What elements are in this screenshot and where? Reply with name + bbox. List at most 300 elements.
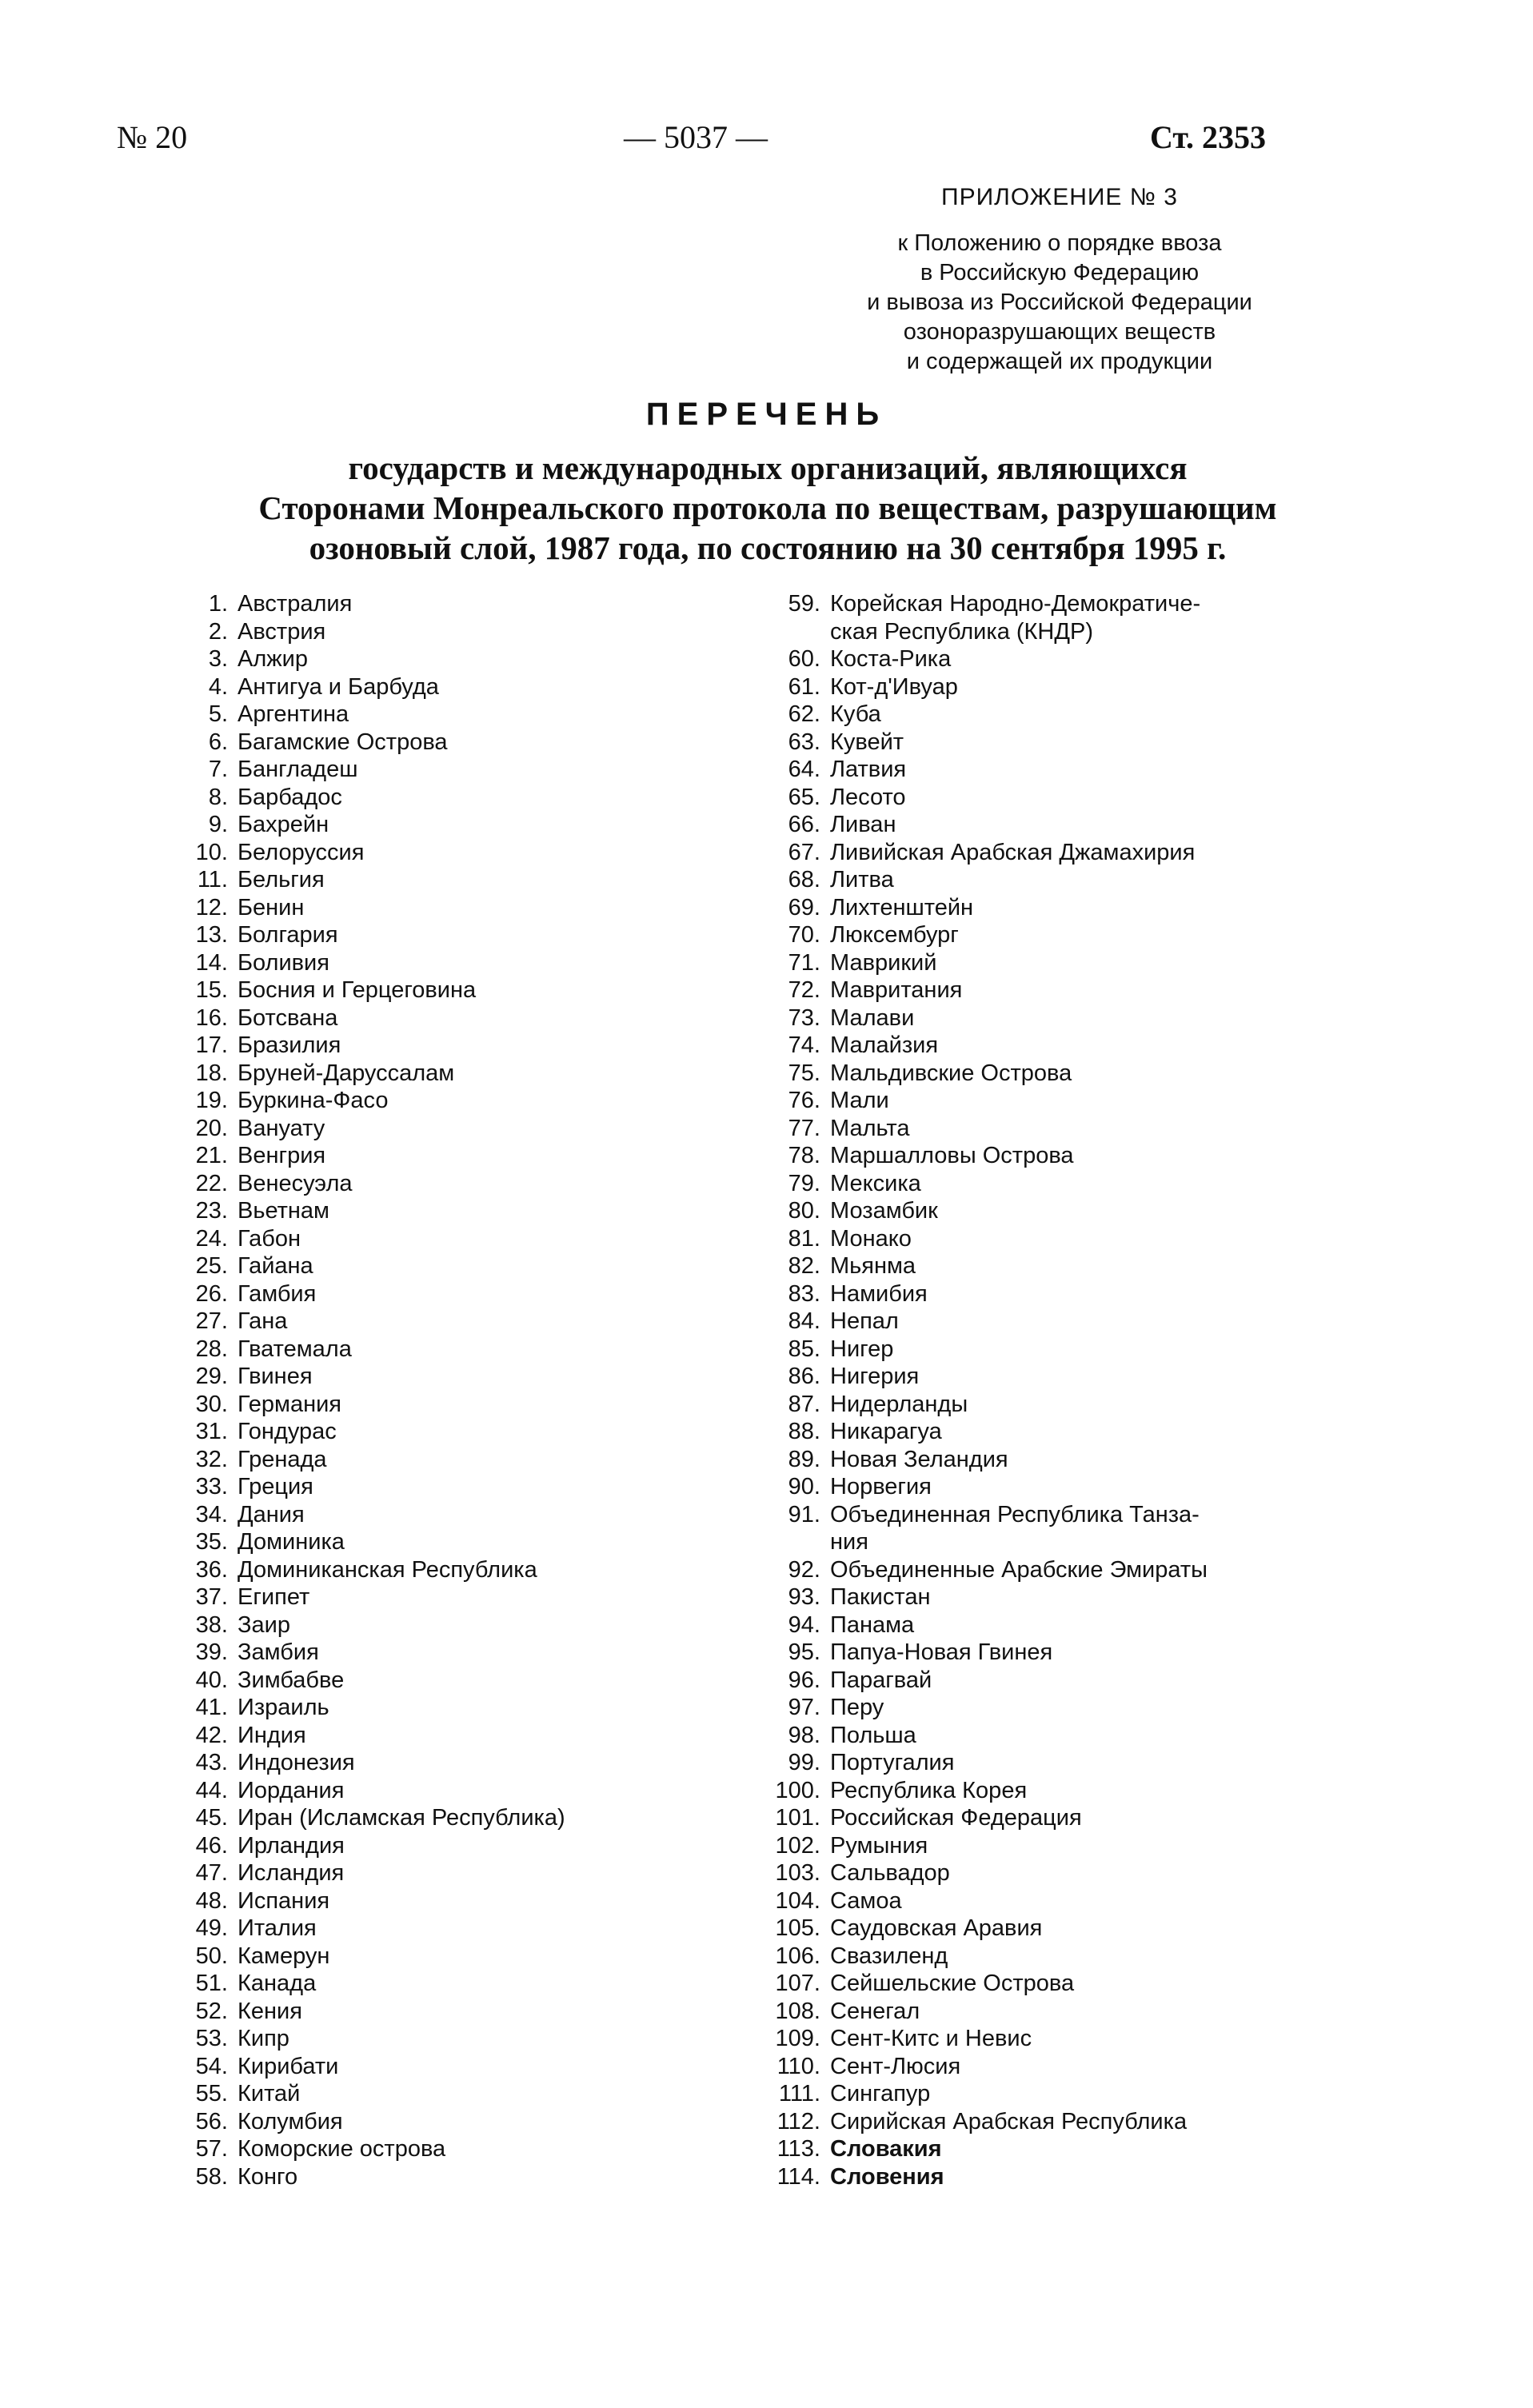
list-item	[744, 1087, 1359, 1115]
list-item	[744, 921, 1359, 949]
item-name: Камерун	[238, 1943, 330, 1969]
list-item	[164, 1418, 756, 1446]
item-name: Корейская Народно-Демократиче-	[830, 591, 1201, 617]
item-name: Мальта	[830, 1115, 910, 1141]
item-name: Никарагуа	[830, 1419, 942, 1444]
item-number: 83.	[788, 1280, 820, 1307]
list-item	[164, 1777, 756, 1805]
list-item	[744, 756, 1359, 784]
item-name: Малайзия	[830, 1032, 939, 1058]
item-number: 35.	[195, 1529, 228, 1555]
item-number: 63.	[788, 729, 820, 755]
item-number: 47.	[195, 1860, 228, 1886]
item-number: 64.	[788, 757, 820, 782]
item-number: 90.	[788, 1474, 820, 1500]
item-number: 109.	[775, 2026, 820, 2051]
item-name: Мали	[830, 1088, 889, 1113]
item-name: Сейшельские Острова	[830, 1971, 1075, 1996]
item-number: 38.	[195, 1611, 228, 1638]
item-number: 87.	[788, 1391, 820, 1417]
list-item	[164, 756, 756, 784]
item-name: Сирийская Арабская Республика	[830, 2108, 1188, 2134]
item-name: Литва	[830, 867, 894, 893]
item-name: Мальдивские Острова	[830, 1060, 1072, 1086]
item-number: 8.	[208, 784, 228, 810]
item-number: 94.	[788, 1611, 820, 1638]
list-item	[164, 1115, 756, 1143]
item-number: 9.	[208, 812, 228, 837]
list-item	[164, 1004, 756, 1032]
item-name: Самоа	[830, 1887, 902, 1914]
item-number: 55.	[195, 2081, 228, 2107]
list-item	[744, 1501, 1359, 1529]
item-number: 102.	[775, 1832, 820, 1859]
item-number: 97.	[788, 1695, 820, 1720]
list-item	[164, 1583, 756, 1611]
list-item	[744, 1391, 1359, 1419]
list-item	[164, 1694, 756, 1722]
list-item	[164, 2025, 756, 2053]
item-number: 58.	[195, 2163, 228, 2190]
list-item	[164, 2053, 756, 2081]
list-item	[164, 673, 756, 701]
list-item-continuation	[744, 618, 1359, 646]
item-number: 78.	[788, 1143, 820, 1168]
list-item	[164, 1611, 756, 1639]
item-number: 99.	[788, 1750, 820, 1775]
item-name: Сенегал	[830, 1998, 920, 2024]
list-item	[744, 1252, 1359, 1280]
item-name: Иран (Исламская Республика)	[238, 1805, 565, 1831]
list-item	[164, 1060, 756, 1088]
list-item	[164, 1749, 756, 1777]
item-name: Кувейт	[830, 729, 904, 755]
item-name: Австралия	[238, 591, 353, 617]
item-number: 10.	[195, 839, 228, 865]
list-item	[164, 921, 756, 949]
item-name: Российская Федерация	[830, 1805, 1082, 1831]
item-number: 53.	[195, 2026, 228, 2051]
item-name: Португалия	[830, 1750, 955, 1775]
item-name: Багамские Острова	[238, 729, 448, 755]
item-name: Мьянма	[830, 1253, 916, 1279]
list-item	[164, 701, 756, 729]
item-number: 45.	[195, 1805, 228, 1831]
item-name: Объединенная Республика Танза-	[830, 1501, 1200, 1527]
list-item	[744, 1887, 1359, 1915]
item-name: Бельгия	[238, 867, 325, 893]
item-number: 34.	[195, 1501, 228, 1527]
list-item	[744, 949, 1359, 977]
list-item	[164, 2135, 756, 2163]
item-number: 96.	[788, 1667, 820, 1693]
item-name: Ирландия	[238, 1832, 345, 1859]
item-name: Малави	[830, 1004, 915, 1031]
item-number: 110.	[776, 2053, 820, 2079]
item-number: 75.	[788, 1060, 820, 1086]
list-item	[744, 590, 1359, 618]
item-name: Коморские острова	[238, 2136, 446, 2162]
subtitle-line: озоновый слой, 1987 года, по состоянию на 30 сентября 1995 г.	[309, 529, 1227, 566]
list-item	[164, 1722, 756, 1750]
list-item-continuation	[744, 1528, 1359, 1556]
appendix-block	[816, 184, 1303, 377]
item-number: 91.	[788, 1501, 820, 1527]
appendix-line: в Российскую Федерацию	[920, 260, 1200, 286]
item-name: Пакистан	[830, 1584, 931, 1610]
item-name: Зимбабве	[238, 1667, 345, 1693]
item-number: 48.	[195, 1887, 228, 1914]
item-number: 81.	[788, 1225, 820, 1252]
item-number: 37.	[195, 1584, 228, 1610]
item-number: 61.	[788, 673, 820, 700]
subtitle-line: Сторонами Монреальского протокола по веществам, разрушающим	[258, 489, 1277, 526]
item-number: 76.	[788, 1088, 820, 1113]
list-item	[744, 1915, 1359, 1943]
item-number: 18.	[195, 1060, 228, 1086]
item-name: Канада	[238, 1971, 317, 1996]
item-number: 66.	[788, 812, 820, 837]
item-number: 21.	[195, 1143, 228, 1168]
list-item	[744, 894, 1359, 922]
item-number: 16.	[195, 1004, 228, 1031]
item-name: Маршалловы Острова	[830, 1143, 1074, 1168]
item-name: Габон	[238, 1225, 301, 1252]
item-number: 113.	[776, 2136, 820, 2162]
list-item	[164, 729, 756, 757]
item-name: Аргентина	[238, 701, 349, 727]
list-item	[164, 1197, 756, 1225]
item-number: 5.	[208, 701, 228, 727]
item-number: 4.	[208, 673, 228, 700]
item-name: Коста-Рика	[830, 646, 952, 672]
list-item	[164, 1446, 756, 1474]
item-number: 82.	[788, 1253, 820, 1279]
item-name: Испания	[238, 1887, 330, 1914]
item-name: Вануату	[238, 1115, 325, 1141]
list-item	[164, 1252, 756, 1280]
list-item	[164, 1915, 756, 1943]
item-number: 57.	[195, 2136, 228, 2162]
item-number: 73.	[788, 1004, 820, 1031]
item-name: Исландия	[238, 1860, 345, 1886]
list-item	[744, 2108, 1359, 2136]
list-item	[164, 1225, 756, 1253]
item-name: Словакия	[830, 2136, 942, 2162]
list-item	[744, 1308, 1359, 1336]
item-number: 67.	[788, 839, 820, 865]
item-number: 29.	[195, 1364, 228, 1389]
item-number: 114.	[776, 2163, 820, 2190]
item-name: Непал	[830, 1308, 899, 1334]
item-number: 7.	[208, 757, 228, 782]
appendix-line: озоноразрушающих веществ	[903, 319, 1216, 345]
item-number: 86.	[788, 1364, 820, 1389]
list-item	[744, 976, 1359, 1004]
item-name: Заир	[238, 1611, 290, 1638]
item-name: Болгария	[238, 922, 338, 948]
item-number: 20.	[195, 1115, 228, 1141]
page-number: — 5037 —	[624, 119, 768, 155]
item-name: Австрия	[238, 618, 326, 645]
list-item	[164, 1501, 756, 1529]
list-item	[744, 1667, 1359, 1695]
list-left-column	[164, 590, 756, 2190]
appendix-line: к Положению о порядке ввоза	[897, 230, 1222, 256]
item-name: Словения	[830, 2163, 944, 2190]
item-name: Кения	[238, 1998, 302, 2024]
item-name: Польша	[830, 1722, 916, 1748]
item-number: 1.	[208, 591, 228, 617]
item-name: Лихтенштейн	[830, 894, 974, 920]
list-item	[744, 1363, 1359, 1391]
item-number: 60.	[788, 646, 820, 672]
item-name: Индия	[238, 1722, 306, 1748]
item-number: 68.	[788, 867, 820, 893]
list-item	[744, 2163, 1359, 2191]
list-item	[744, 1142, 1359, 1170]
item-name: Латвия	[830, 757, 907, 782]
item-number: 46.	[195, 1832, 228, 1859]
item-number: 13.	[195, 922, 228, 948]
item-name: Барбадос	[238, 784, 342, 810]
item-name: Парагвай	[830, 1667, 932, 1693]
item-number: 44.	[195, 1777, 228, 1803]
item-name: Маврикий	[830, 949, 937, 976]
item-name: Венгрия	[238, 1143, 326, 1168]
list-item	[744, 2025, 1359, 2053]
list-item	[744, 1197, 1359, 1225]
list-item	[164, 949, 756, 977]
item-number: 22.	[195, 1170, 228, 1196]
item-number: 2.	[208, 618, 228, 645]
list-item	[164, 1280, 756, 1308]
item-name: Вьетнам	[238, 1198, 329, 1224]
item-name: Бенин	[238, 894, 305, 920]
item-name-continuation: ская Республика (КНДР)	[830, 618, 1094, 645]
item-name: Республика Корея	[830, 1777, 1028, 1803]
list-item	[744, 1418, 1359, 1446]
item-name: Венесуэла	[238, 1170, 353, 1196]
item-number: 84.	[788, 1308, 820, 1334]
list-item	[744, 673, 1359, 701]
list-item	[744, 1004, 1359, 1032]
item-number: 88.	[788, 1419, 820, 1444]
list-item	[164, 1308, 756, 1336]
item-name: Саудовская Аравия	[830, 1915, 1043, 1941]
list-item	[744, 1225, 1359, 1253]
item-number: 79.	[788, 1170, 820, 1196]
item-number: 107.	[775, 1971, 820, 1996]
list-item	[744, 645, 1359, 673]
list-item	[744, 1832, 1359, 1860]
item-name: Гвинея	[238, 1364, 313, 1389]
item-name: Алжир	[238, 646, 308, 672]
item-number: 51.	[195, 1971, 228, 1996]
item-number: 77.	[788, 1115, 820, 1141]
list-item	[744, 701, 1359, 729]
item-number: 54.	[195, 2053, 228, 2079]
item-name: Объединенные Арабские Эмираты	[830, 1556, 1208, 1583]
item-name: Кипр	[238, 2026, 289, 2051]
item-name: Лесото	[830, 784, 906, 810]
item-name: Нигерия	[830, 1364, 920, 1389]
item-name: Колумбия	[238, 2108, 343, 2134]
item-number: 42.	[195, 1722, 228, 1748]
item-number: 49.	[195, 1915, 228, 1941]
item-number: 70.	[788, 922, 820, 948]
item-name: Сент-Люсия	[830, 2053, 961, 2079]
item-number: 108.	[775, 1998, 820, 2024]
item-name: Китай	[238, 2081, 301, 2107]
item-number: 69.	[788, 894, 820, 920]
item-name: Румыния	[830, 1832, 928, 1859]
item-number: 27.	[195, 1308, 228, 1334]
item-number: 40.	[195, 1667, 228, 1693]
item-number: 14.	[195, 949, 228, 976]
item-number: 25.	[195, 1253, 228, 1279]
list-item	[744, 784, 1359, 812]
item-number: 93.	[788, 1584, 820, 1610]
list-item	[164, 1667, 756, 1695]
item-name: Мозамбик	[830, 1198, 938, 1224]
list-item	[164, 866, 756, 894]
list-item	[164, 1998, 756, 2026]
list-item	[164, 1363, 756, 1391]
list-item	[744, 1446, 1359, 1474]
item-name: Конго	[238, 2163, 298, 2190]
item-number: 17.	[195, 1032, 228, 1058]
item-number: 24.	[195, 1225, 228, 1252]
list-item	[744, 1473, 1359, 1501]
appendix-title: ПРИЛОЖЕНИЕ № 3	[941, 184, 1178, 210]
item-name: Папуа-Новая Гвинея	[830, 1639, 1053, 1665]
page-subtitle	[128, 448, 1407, 568]
list-item	[744, 1777, 1359, 1805]
item-name: Панама	[830, 1611, 915, 1638]
item-name: Мексика	[830, 1170, 921, 1196]
list-item	[164, 1032, 756, 1060]
item-name: Люксембург	[830, 922, 959, 948]
list-item	[744, 2053, 1359, 2081]
item-number: 105.	[775, 1915, 820, 1941]
list-item	[164, 839, 756, 867]
item-name: Иордания	[238, 1777, 345, 1803]
item-name: Гайана	[238, 1253, 313, 1279]
item-number: 112.	[776, 2108, 820, 2134]
list-item	[744, 1859, 1359, 1887]
item-number: 100.	[775, 1777, 820, 1803]
item-name: Куба	[830, 701, 881, 727]
item-number: 95.	[788, 1639, 820, 1665]
list-item	[744, 1694, 1359, 1722]
item-number: 32.	[195, 1446, 228, 1472]
item-name: Доминика	[238, 1529, 345, 1555]
list-item	[164, 976, 756, 1004]
item-number: 111.	[778, 2081, 820, 2107]
item-name: Бразилия	[238, 1032, 341, 1058]
item-name: Монако	[830, 1225, 912, 1252]
list-item	[164, 1639, 756, 1667]
list-item	[744, 866, 1359, 894]
item-name: Белоруссия	[238, 839, 365, 865]
item-number: 11.	[197, 867, 228, 893]
item-number: 52.	[195, 1998, 228, 2024]
list-item	[164, 894, 756, 922]
item-number: 85.	[788, 1336, 820, 1362]
list-right-column	[744, 590, 1359, 2190]
list-item	[744, 839, 1359, 867]
list-item	[164, 1142, 756, 1170]
item-name: Новая Зеландия	[830, 1446, 1008, 1472]
list-item	[164, 2163, 756, 2191]
item-number: 36.	[195, 1556, 228, 1583]
list-item	[744, 1998, 1359, 2026]
list-item	[744, 2080, 1359, 2108]
item-number: 31.	[195, 1419, 228, 1444]
item-number: 26.	[195, 1280, 228, 1307]
list-item	[164, 1087, 756, 1115]
list-item	[744, 1722, 1359, 1750]
item-number: 89.	[788, 1446, 820, 1472]
item-number: 106.	[775, 1943, 820, 1969]
list-item	[164, 1832, 756, 1860]
item-name: Норвегия	[830, 1474, 932, 1500]
list-item	[744, 1970, 1359, 1998]
appendix-line: и вывоза из Российской Федерации	[867, 290, 1252, 315]
item-name: Греция	[238, 1474, 313, 1500]
item-number: 19.	[195, 1088, 228, 1113]
item-name: Гренада	[238, 1446, 327, 1472]
item-name: Бруней-Даруссалам	[238, 1060, 455, 1086]
list-item	[164, 1528, 756, 1556]
list-item	[164, 811, 756, 839]
item-name: Нидерланды	[830, 1391, 968, 1417]
item-name: Ливан	[830, 812, 896, 837]
item-number: 104.	[775, 1887, 820, 1914]
item-number: 15.	[195, 977, 228, 1003]
item-name: Сальвадор	[830, 1860, 950, 1886]
list-item	[744, 1060, 1359, 1088]
item-number: 39.	[195, 1639, 228, 1665]
list-item	[744, 1556, 1359, 1584]
page-title: ПЕРЕЧЕНЬ	[645, 397, 888, 432]
list-item	[164, 1170, 756, 1198]
item-name: Боливия	[238, 949, 329, 976]
item-name: Дания	[238, 1501, 305, 1527]
list-item	[744, 2135, 1359, 2163]
item-number: 3.	[208, 646, 228, 672]
item-name: Мавритания	[830, 977, 963, 1003]
item-name: Ливийская Арабская Джамахирия	[830, 839, 1196, 865]
list-item	[744, 811, 1359, 839]
list-item	[744, 1170, 1359, 1198]
item-number: 98.	[788, 1722, 820, 1748]
list-item	[164, 1887, 756, 1915]
item-number: 80.	[788, 1198, 820, 1224]
list-item	[164, 645, 756, 673]
item-number: 43.	[195, 1750, 228, 1775]
list-item	[164, 1336, 756, 1364]
item-name: Гана	[238, 1308, 288, 1334]
item-number: 59.	[788, 591, 820, 617]
item-number: 74.	[788, 1032, 820, 1058]
item-name: Бахрейн	[238, 812, 329, 837]
item-number: 65.	[788, 784, 820, 810]
list-item	[744, 1336, 1359, 1364]
list-item	[744, 1943, 1359, 1971]
item-name: Намибия	[830, 1280, 928, 1307]
